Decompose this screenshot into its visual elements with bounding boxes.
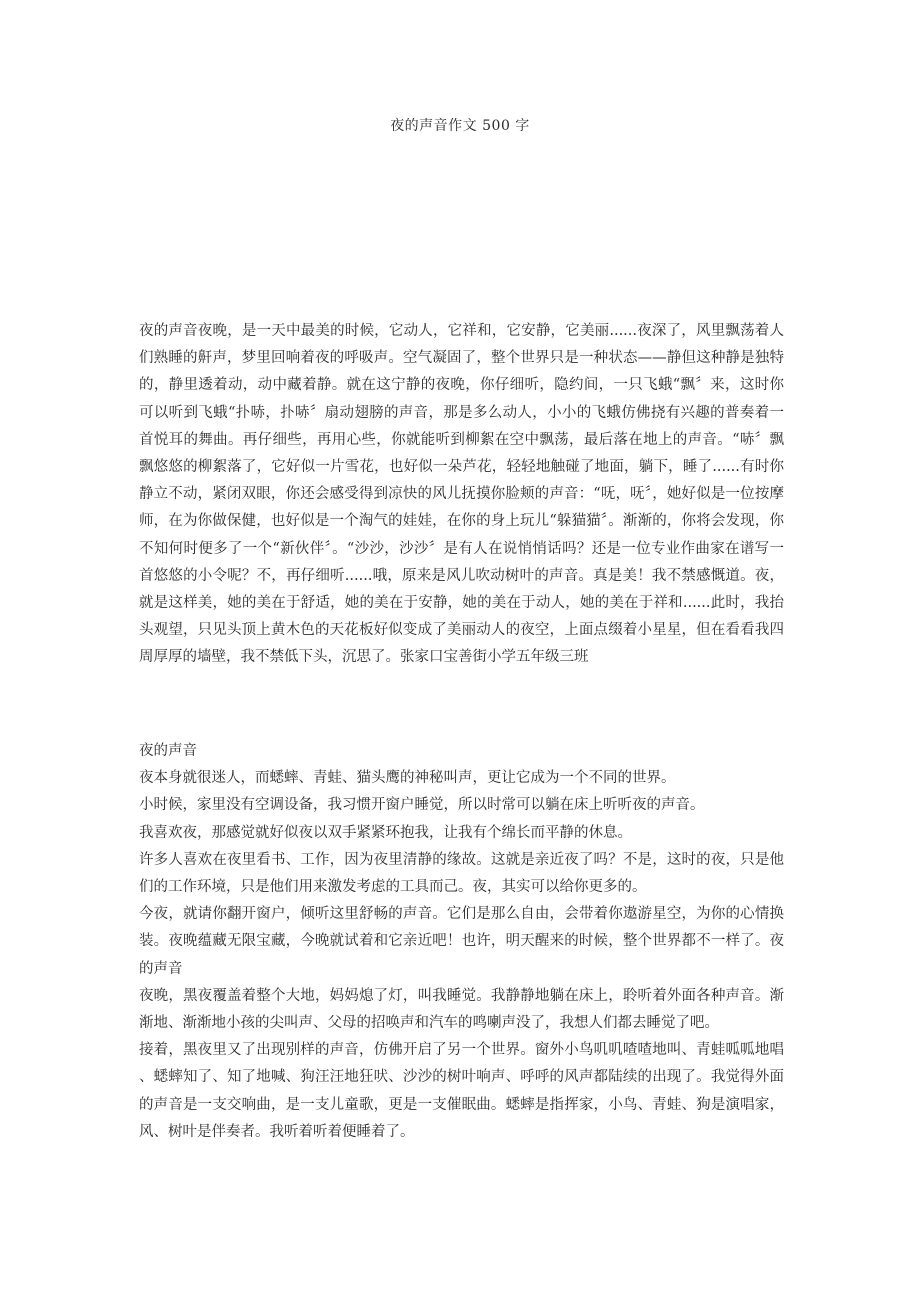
intro-paragraph: 夜的声音夜晚，是一天中最美的时候，它动人，它祥和，它安静，它美丽......夜深了，风里飘荡着人们熟睡的鼾声，梦里回响着夜的呼吸声。空气凝固了，整个世界只是一种状态——静但这种静是独特的，静里透着动，动中藏着静。就在这宁静的夜晚，你仔细听，隐约间，一只飞蛾“飘〞来，这时你可以听到飞蛾“扑哧，扑哧〞扇动翅膀的声音，那是多么动人，小小的飞蛾仿佛挠有兴趣的普奏着一首悦耳的舞曲。再仔细些，再用心些，你就能听到柳絮在空中飘荡，最后落在地上的声音。“哧〞飘飘悠悠的柳絮落了，它好似一片雪花，也好似一朵芦花，轻轻地触碰了地面，躺下，睡了......有时你静立不动，紧闭双眼，你还会感受得到凉快的风儿抚摸你脸颊的声音：“呒，呒〞，她好似是一位按摩师，在为你做保健，也好似是一个淘气的娃娃，在你的身上玩儿“躲猫猫〞。渐渐的，你将会发现，你不知何时便多了一个“新伙伴〞。“沙沙，沙沙〞是有人在说悄悄话吗？还是一位专业作曲家在谱写一首悠悠的小令呢？不，再仔细听......哦，原来是风儿吹动树叶的声音。真是美！我不禁感慨道。夜，就是这样美，她的美在于舒适，她的美在于安静，她的美在于动人，她的美在于祥和......此时，我抬头观望，只见头顶上黄木色的天花板好似变成了美丽动人的夜空，上面点缀着小星星，但在看看我四周厚厚的墙壁，我不禁低下头，沉思了。张家口宝善街小学五年级三班 xyxy=(139,323,784,666)
document-title: 夜的声音作文 500 字 xyxy=(390,118,530,134)
paragraph-6: 夜晚，黑夜覆盖着整个大地，妈妈熄了灯，叫我睡觉。我静静地躺在床上，聆听着外面各种声音。渐渐地、渐渐地小孩的尖叫声、父母的招唤声和汽车的鸣喇声没了，我想人们都去睡觉了吧。 xyxy=(139,987,784,1032)
paragraph-1: 夜本身就很迷人，而蟋蟀、青蛙、猫头鹰的神秘叫声，更让它成为一个不同的世界。 xyxy=(139,770,676,787)
paragraph-4: 许多人喜欢在夜里看书、工作，因为夜里清静的缘故。这就是亲近夜了吗？不是，这时的夜，只是他们的工作环境，只是他们用来激发考虑的工具而己。夜，其实可以给你更多的。 xyxy=(139,851,784,896)
second-section xyxy=(139,738,784,1146)
paragraph-5: 今夜，就请你翻开窗户，倾听这里舒畅的声音。它们是那么自由，会带着你遨游星空，为你的心情换装。夜晚蕴藏无限宝藏，今晚就试着和它亲近吧！也许，明天醒来的时候，整个世界都不一样了。夜的声音 xyxy=(139,906,784,977)
paragraph-3: 我喜欢夜，那感觉就好似夜以双手紧紧环抱我，让我有个绵长而平静的休息。 xyxy=(139,824,632,841)
paragraph-7: 接着，黑夜里又了出现别样的声音，仿佛开启了另一个世界。窗外小鸟叽叽喳喳地叫、青蛙呱呱地唱、蟋蟀知了、知了地喊、狗汪汪地狂吠、沙沙的树叶响声、呼呼的风声都陆续的出现了。我觉得外面的声音是一支交响曲，是一支儿童歌，更是一支催眠曲。蟋蟀是指挥家，小鸟、青蛙、狗是演唱家，风、树叶是伴奏者。我听着听着便睡着了。 xyxy=(139,1042,784,1140)
paragraph-2: 小时候，家里没有空调设备，我习惯开窗户睡觉，所以时常可以躺在床上听听夜的声音。 xyxy=(139,797,705,814)
intro-section xyxy=(139,318,784,672)
section-heading: 夜的声音 xyxy=(139,743,197,759)
